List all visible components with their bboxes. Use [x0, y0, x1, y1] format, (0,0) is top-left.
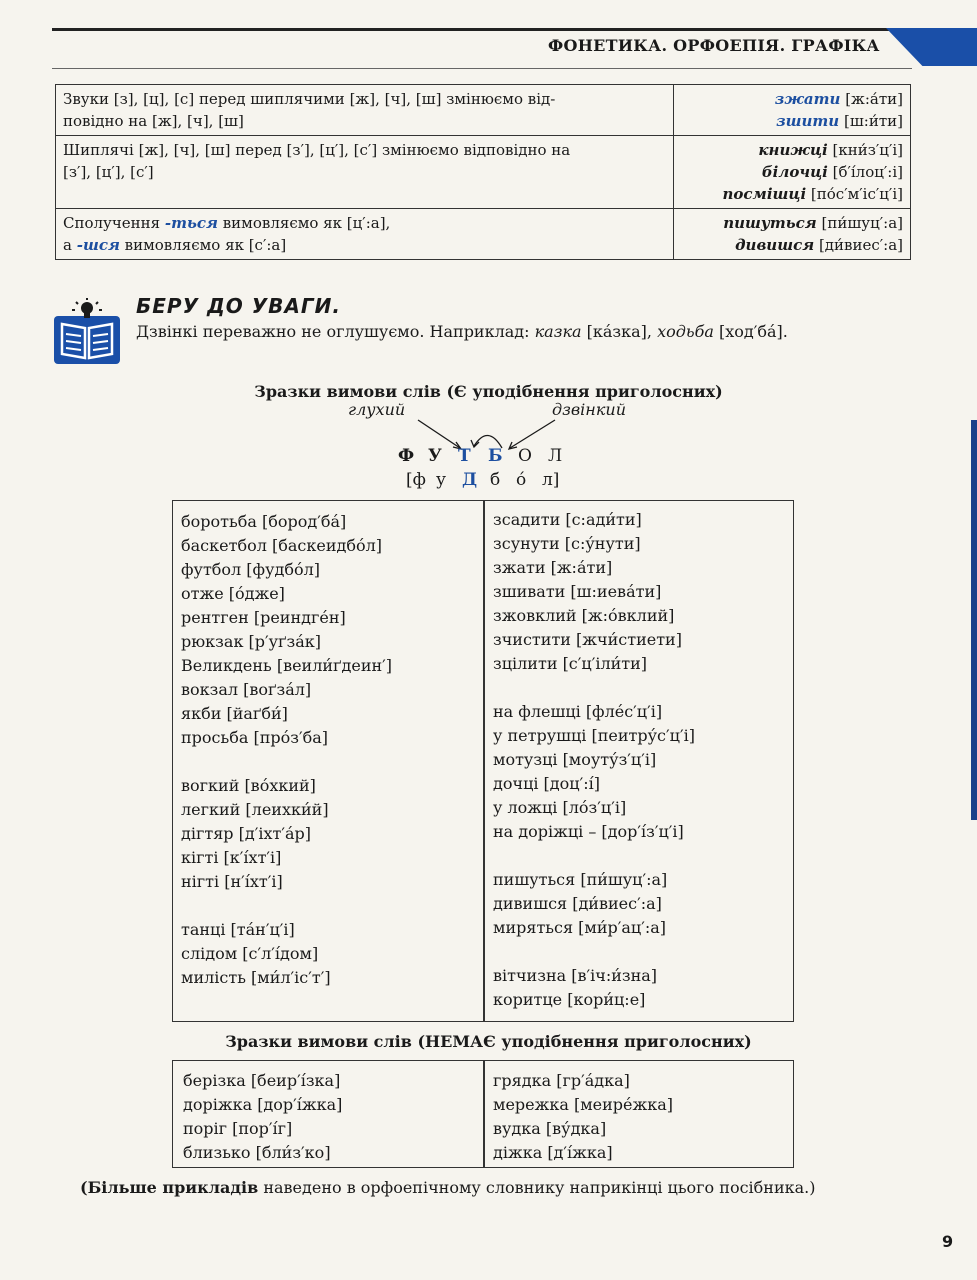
spacer	[181, 894, 392, 918]
example-word: книжці	[758, 141, 828, 159]
list-item: зжовклий [ж:о́вклий]	[493, 606, 675, 625]
rule-text: а	[63, 236, 77, 254]
examples-cell	[674, 85, 911, 136]
letter: [ф	[406, 470, 426, 490]
spacer	[181, 750, 392, 774]
list-item: кігті [к′і́хт′і]	[181, 848, 282, 867]
list-item: вудка [ву́дка]	[493, 1119, 607, 1138]
example-transcription: [кни́з′ц′і]	[832, 141, 903, 159]
list-item: зсунути [с:у́нути]	[493, 534, 641, 553]
note-example-word: ходьба	[657, 322, 714, 341]
open-book-lightbulb-icon	[54, 298, 120, 364]
list-item: доріжка [дор′і́жка]	[183, 1095, 343, 1114]
label-voiced: дзвінкий	[552, 400, 626, 419]
list-item: легкий [леихки́й]	[181, 800, 329, 819]
header-underline	[52, 68, 912, 69]
list-item: отже [о́дже]	[181, 584, 285, 603]
left-column	[181, 510, 392, 990]
example-transcription: [ди́виес′:а]	[818, 236, 903, 254]
spacer	[493, 844, 695, 868]
letter-t: Т	[458, 446, 471, 466]
list-item: миряться [ми́р′ац′:а]	[493, 918, 667, 937]
assimilation-diagram	[340, 398, 660, 494]
suffix-shsia: -шся	[76, 236, 120, 254]
list-item: коритце [кори́ц:е]	[493, 990, 646, 1009]
word-futbol	[398, 446, 578, 466]
note-example-word: казка	[534, 322, 582, 341]
letter-d: Д	[462, 470, 478, 490]
letter: У	[428, 446, 442, 466]
rule-text: вимовляємо як [с′:а]	[119, 236, 287, 254]
letter: л]	[542, 470, 560, 490]
letter: б	[490, 470, 501, 490]
footer-note	[80, 1178, 815, 1197]
column-divider	[483, 1061, 485, 1167]
list-item: на флешці [фле́с′ц′і]	[493, 702, 663, 721]
list-item: зжати [ж:а́ти]	[493, 558, 613, 577]
list-item: мотузці [моуту́з′ц′і]	[493, 750, 657, 769]
right-column	[493, 508, 695, 1012]
list-item: зцілити [с′ц′іли́ти]	[493, 654, 648, 673]
rule-row	[56, 136, 911, 209]
list-item: поріг [пор′і́г]	[183, 1119, 293, 1138]
letter: О	[518, 446, 532, 466]
list-item: вокзал [воґза́л]	[181, 680, 312, 699]
example-word: зшити	[776, 112, 840, 130]
list-item: баскетбол [баскеидбо́л]	[181, 536, 382, 555]
suffix-tsia: -ться	[164, 214, 218, 232]
examples-table-no-assimilation	[172, 1060, 794, 1168]
list-item: рентген [реиндге́н]	[181, 608, 346, 627]
list-item: милість [ми́л′іс′т′]	[181, 968, 331, 987]
example-transcription: [ш:и́ти]	[844, 112, 903, 130]
list-item: у ложці [ло́з′ц′і]	[493, 798, 627, 817]
page-number: 9	[942, 1232, 954, 1251]
example-transcription: [по́с′м′іс′ц′і]	[810, 185, 903, 203]
list-item: Великдень [веили́ґдеин′]	[181, 656, 393, 675]
note-lead: Дзвінкі переважно не оглушуємо. Наприклад:	[136, 322, 535, 341]
rule-line: повідно на [ж], [ч], [ш]	[63, 112, 244, 130]
list-item: дочці [доц′:і́]	[493, 774, 600, 793]
rule-row	[56, 85, 911, 136]
example-transcription: [б′і́лоц′:і]	[832, 163, 903, 181]
list-item: зчистити [жчи́стиети]	[493, 630, 682, 649]
section-header: ФОНЕТИКА. ОРФОЕПІЯ. ГРАФІКА	[548, 36, 880, 55]
page-edge-bar	[971, 420, 977, 820]
right-column	[493, 1069, 673, 1165]
spacer	[493, 940, 695, 964]
note-example-transcription: [ка́зка],	[581, 322, 658, 341]
list-item: мережка [меире́жка]	[493, 1095, 673, 1114]
rule-line: Шиплячі [ж], [ч], [ш] перед [з′], [ц′], [с′] змінюємо відповідно на	[63, 141, 571, 159]
list-item: у петрушці [пеитру́с′ц′і]	[493, 726, 695, 745]
list-item: зшивати [ш:иева́ти]	[493, 582, 662, 601]
list-item: берізка [беир′і́зка]	[183, 1071, 341, 1090]
note-example-transcription: [ход′ба́].	[713, 322, 788, 341]
transcription-futbol	[406, 470, 568, 490]
list-item: футбол [фудбо́л]	[181, 560, 321, 579]
rule-cell	[56, 85, 674, 136]
note-text	[136, 322, 788, 341]
examples-cell	[674, 209, 911, 260]
column-divider	[483, 501, 485, 1021]
rule-cell	[56, 136, 674, 209]
note-heading: БЕРУ ДО УВАГИ.	[136, 294, 341, 318]
example-word: пишуться	[723, 214, 817, 232]
list-item: танці [та́н′ц′і]	[181, 920, 295, 939]
list-item: пишуться [пи́шуц′:а]	[493, 870, 668, 889]
section1-title: Зразки вимови слів (Є уподібнення приголосних)	[254, 382, 723, 401]
letter: о́	[516, 470, 527, 490]
list-item: близько [бли́з′ко]	[183, 1143, 331, 1162]
top-rule	[52, 28, 892, 31]
letter-b: Б	[488, 446, 503, 466]
list-item: просьба [про́з′ба]	[181, 728, 329, 747]
example-word: дивишся	[735, 236, 815, 254]
list-item: нігті [н′і́хт′і]	[181, 872, 283, 891]
example-transcription: [пи́шуц′:а]	[821, 214, 903, 232]
example-word: зжати	[774, 90, 841, 108]
example-word: білочці	[761, 163, 828, 181]
list-item: якби [йаґби́]	[181, 704, 288, 723]
footer-note-rest: наведено в орфоепічному словнику наприкінці цього посібника.)	[258, 1178, 816, 1197]
list-item: грядка [гр′а́дка]	[493, 1071, 630, 1090]
label-voiceless: глухий	[348, 400, 406, 419]
list-item: дивишся [ди́виес′:а]	[493, 894, 662, 913]
rule-row	[56, 209, 911, 260]
rule-cell	[56, 209, 674, 260]
list-item: на доріжці – [дор′і́з′ц′і]	[493, 822, 684, 841]
letter: Ф	[398, 446, 415, 466]
header-accent-tab	[886, 28, 977, 66]
list-item: вогкий [во́хкий]	[181, 776, 316, 795]
list-item: слідом [с′л′і́дом]	[181, 944, 319, 963]
footer-note-bold: (Більше прикладів	[80, 1178, 259, 1197]
list-item: зсадити [с:ади́ти]	[493, 510, 642, 529]
example-word: посмішці	[722, 185, 807, 203]
left-column	[183, 1069, 342, 1165]
spacer	[493, 676, 695, 700]
example-transcription: [ж:а́ти]	[845, 90, 903, 108]
rule-line: Звуки [з], [ц], [с] перед шиплячими [ж], [ч], [ш] змінюємо від-	[63, 90, 556, 108]
examples-table-assimilation	[172, 500, 794, 1022]
letter: у	[436, 470, 447, 490]
list-item: діжка [д′і́жка]	[493, 1143, 613, 1162]
list-item: рюкзак [р′уґза́к]	[181, 632, 322, 651]
letter: Л	[548, 446, 563, 466]
assimilation-rules-table	[55, 84, 911, 260]
list-item: вітчизна [в′іч:и́зна]	[493, 966, 658, 985]
rule-text: Сполучення	[63, 214, 165, 232]
list-item: дігтяр [д′іхт′а́р]	[181, 824, 311, 843]
list-item: боротьба [бород′ба́]	[181, 512, 347, 531]
section2-title: Зразки вимови слів (НЕМАЄ уподібнення приголосних)	[225, 1032, 752, 1051]
rule-line: [з′], [ц′], [с′]	[63, 163, 154, 181]
rule-text: вимовляємо як [ц′:а],	[217, 214, 391, 232]
examples-cell	[674, 136, 911, 209]
